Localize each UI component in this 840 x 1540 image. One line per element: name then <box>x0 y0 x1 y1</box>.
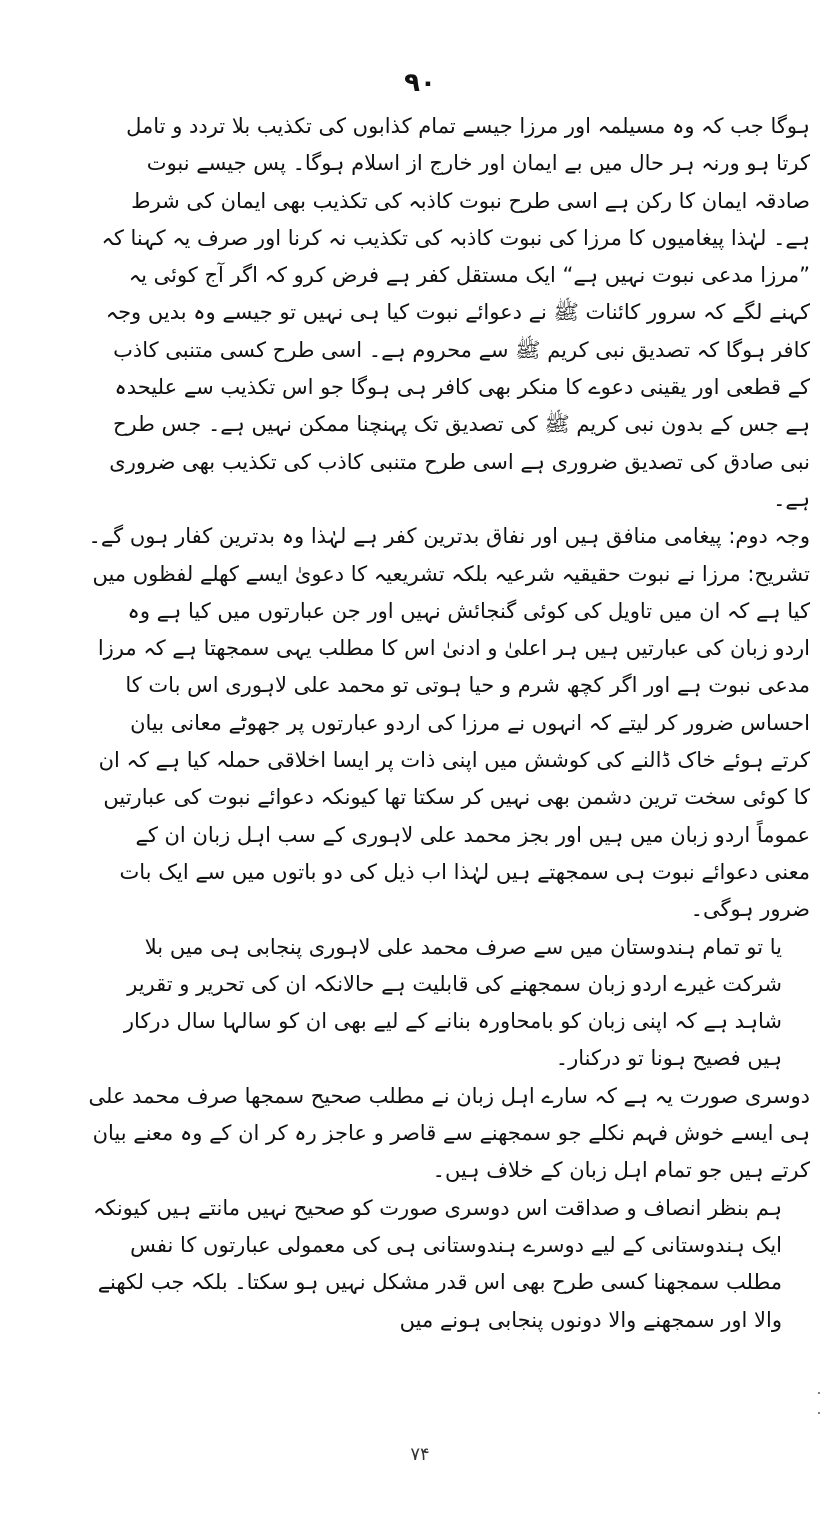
scan-speck <box>818 1412 820 1414</box>
scan-speck <box>818 1392 820 1394</box>
footer-mark: ۷۴ <box>410 1444 430 1465</box>
paragraph-continuation: ہوگا جب کہ وہ مسیلمہ اور مرزا جیسے تمام کذابوں کی تکذیب بلا تردد و تامل کرتا ہو ورنہ ہر حال میں بے ایمان اور خارج از اسلام ہوگا۔ پس جیسے نبوت صادقہ ایمان کا رکن ہے اسی طرح نبوت کاذبہ کی تکذیب بھی ایمان کی شرط ہے۔ لہٰذا پیغامیوں کا مرزا کی نبوت کاذبہ کی تکذیب نہ کرنا اور صرف یہ کہنا کہ ”مرزا مدعی نبوت نہیں ہے“ ایک مستقل کفر ہے فرض کرو کہ اگر آج کوئی یہ کہنے لگے کہ سرور کائنات ﷺ نے دعوائے نبوت کیا ہی نہیں تو جیسے وہ بدیں وجہ کافر ہوگا کہ تصدیق نبی کریم ﷺ سے محروم ہے۔ اسی طرح کسی متنبی کاذب کے قطعی اور یقینی دعوے کا منکر بھی کافر ہی ہوگا جو اس تکذیب سے علیحدہ ہے جس کے بدون نبی کریم ﷺ کی تصدیق تک پہنچنا ممکن نہیں ہے۔ جس طرح نبی صادق کی تصدیق ضروری ہے اسی طرح متنبی کاذب کی تکذیب بھی ضروری ہے۔ <box>101 114 810 511</box>
paragraph-reason-two: وجہ دوم: پیغامی منافق ہیں اور نفاق بدترین کفر ہے لہٰذا وہ بدترین کفار ہوں گے۔ <box>88 524 810 549</box>
paragraph-option-one: یا تو تمام ہندوستان میں سے صرف محمد علی لاہوری پنجابی ہی میں بلا شرکت غیرے اردو زبان سمجھنے کی قابلیت ہے حالانکہ ان کی تحریر و تقریر شاہد ہے کہ اپنی زبان کو بامحاورہ بنانے کے لیے بھی ان کو سالہا سال درکار ہیں فصیح ہونا تو درکنار۔ <box>123 934 782 1071</box>
paragraph-option-two: دوسری صورت یہ ہے کہ سارے اہل زبان نے مطلب صحیح سمجھا صرف محمد علی ہی ایسے خوش فہم نکلے جو سمجھنے سے قاصر و عاجز رہ کر ان کے وہ معنے بیان کرتے ہیں جو تمام اہل زبان کے خلاف ہیں۔ <box>88 1083 810 1183</box>
body-text <box>88 108 810 1339</box>
paragraph-conclusion: ہم بنظر انصاف و صداقت اس دوسری صورت کو صحیح نہیں مانتے ہیں کیونکہ ایک ہندوستانی کے لیے دوسرے ہندوستانی ہی کی معمولی عبارتوں کا نفس مطلب سمجھنا کسی طرح بھی اس قدر مشکل نہیں ہو سکتا۔ بلکہ جب لکھنے والا اور سمجھنے والا دونوں پنجابی ہونے میں <box>92 1195 782 1332</box>
page-number: ۹۰ <box>404 68 436 98</box>
paragraph-explanation: تشریح: مرزا نے نبوت حقیقیہ شرعیہ بلکہ تشریعیہ کا دعویٰ ایسے کھلے لفظوں میں کیا ہے کہ ان میں تاویل کی کوئی گنجائش نہیں اور جن عبارتوں میں کیا ہے وہ اردو زبان کی عبارتیں ہیں ہر اعلیٰ و ادنیٰ اس کا مطلب یہی سمجھتا ہے کہ مرزا مدعی نبوت ہے اور اگر کچھ شرم و حیا ہوتی تو محمد علی لاہوری اس بات کا احساس ضرور کر لیتے کہ انہوں نے مرزا کی اردو عبارتوں پر جھوٹے معانی بیان کرتے ہوئے خاک ڈالنے کی کوشش میں اپنی ذات پر ایسا اخلاقی حملہ کیا ہے کہ ان کا کوئی سخت ترین دشمن بھی نہیں کر سکتا تھا کیونکہ دعوائے نبوت کی عبارتیں عموماً اردو زبان میں ہیں اور بجز محمد علی لاہوری کے سب اہل زبان ان کے معنی دعوائے نبوت ہی سمجھتے ہیں لہٰذا اب ذیل کی دو باتوں میں سے ایک بات ضرور ہوگی۔ <box>92 561 810 922</box>
